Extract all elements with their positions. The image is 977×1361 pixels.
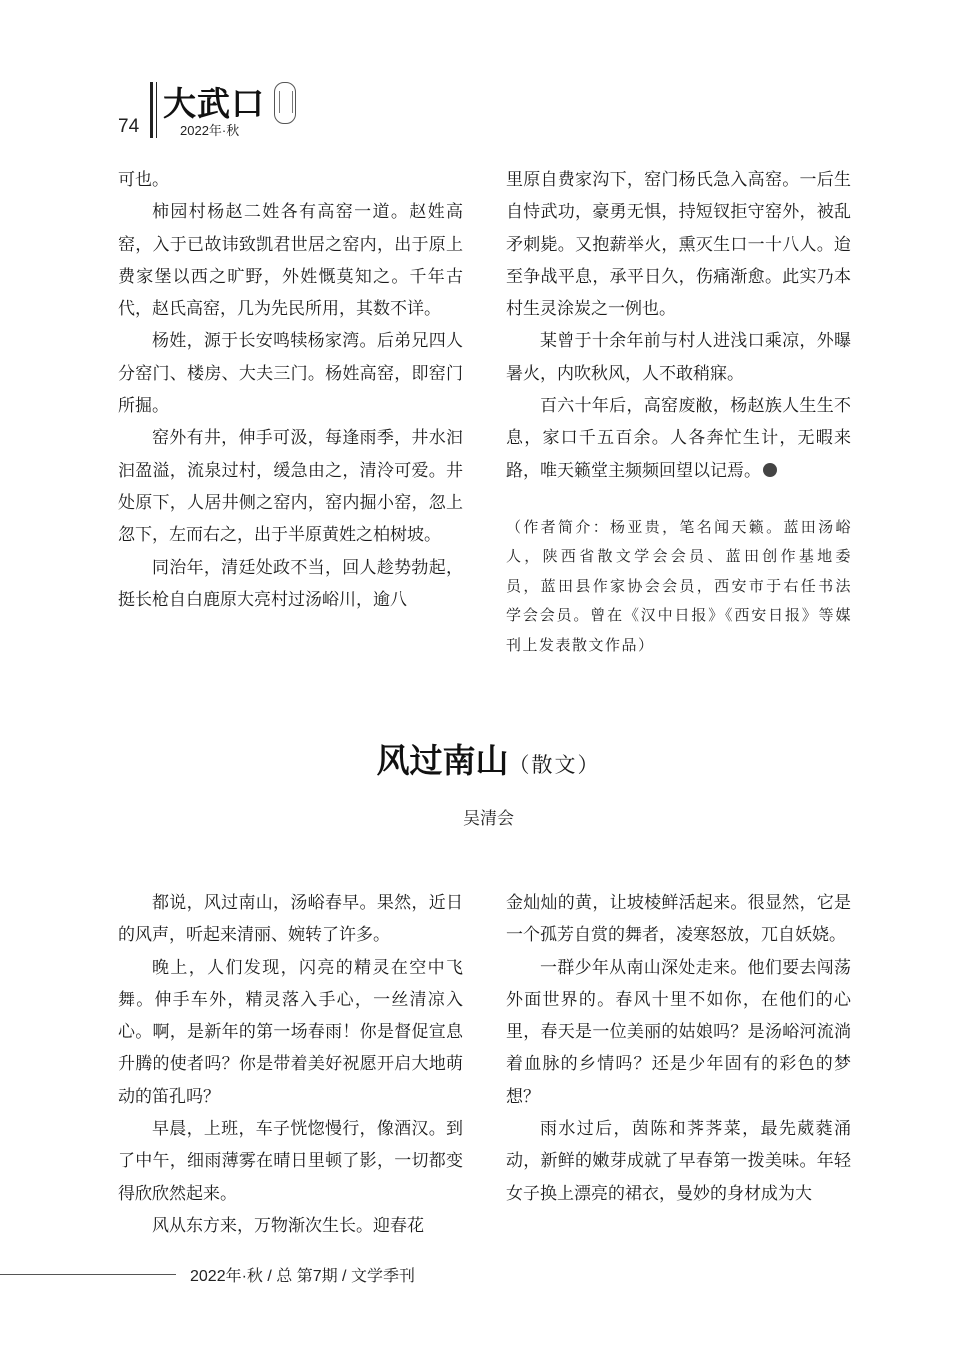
paragraph: 雨水过后，茵陈和荠荠菜，最先葳蕤涌动，新鲜的嫩芽成就了早春第一拨美味。年轻女子换上漂亮的裙衣，曼妙的身材成为大	[506, 1119, 851, 1204]
magazine-issue: 2022年·秋	[180, 123, 240, 138]
author-bio: （作者简介：杨亚贵，笔名闻天籁。蓝田汤峪人，陕西省散文学会会员、蓝田创作基地委员，蓝田县作家协会会员，西安市于右任书法学会会员。曾在《汉中日报》《西安日报》等媒刊上发表散文作品）	[506, 518, 852, 654]
page-number: 74	[118, 116, 140, 137]
paragraph: 可也。	[118, 170, 169, 190]
prev-article-col-left	[118, 164, 463, 616]
header-rule-thin	[156, 82, 157, 138]
article-col-left	[118, 887, 463, 1242]
paragraph: 里原自费家沟下，窑门杨氏急入高窑。一后生自恃武功，豪勇无惧，持短钗拒守窑外，被乱矛刺毙。又抱薪举火，熏灭生口一十八人。迨至争战平息，承平日久，伤痛渐愈。此实乃本村生灵涂炭之一例也。	[506, 170, 851, 320]
article-genre: （散文）	[508, 753, 601, 777]
paragraph: 金灿灿的黄，让坡棱鲜活起来。很显然，它是一个孤芳自赏的舞者，凌寒怒放，兀自妖娆。	[506, 893, 851, 946]
paragraph: 晚上，人们发现，闪亮的精灵在空中飞舞。伸手车外，精灵落入手心，一丝清凉入心。啊，是新年的第一场春雨！你是督促宣息升腾的使者吗？你是带着美好祝愿开启大地萌动的笛孔吗？	[118, 957, 463, 1107]
paragraph: 早晨，上班，车子恍惚慢行，像酒汉。到了中午，细雨薄雾在晴日里顿了影，一切都变得欣欣然起来。	[118, 1119, 463, 1204]
paragraph: 杨姓，源于长安鸣犊杨家湾。后弟兄四人分窑门、楼房、大夫三门。杨姓高窑，即窑门所掘。	[118, 331, 463, 417]
paragraph: 柿园村杨赵二姓各有高窑一道。赵姓高窑，入于已故讳致凯君世居之窑内，出于原上费家堡以西之旷野，外姓慨莫知之。千年古代，赵氏高窑，几为先民所用，其数不详。	[118, 202, 463, 320]
article-title	[0, 735, 977, 782]
paragraph: 风从东方来，万物渐次生长。迎春花	[152, 1215, 424, 1236]
article-author: 吴清会	[463, 809, 514, 829]
seal-icon	[274, 82, 296, 124]
article-col-right	[506, 887, 851, 1210]
footer-rule	[0, 1274, 176, 1275]
article-title-text: 风过南山	[376, 741, 509, 780]
prev-article-col-right	[506, 164, 851, 487]
footer-text: 2022年·秋 / 总 第7期 / 文学季刊	[190, 1268, 415, 1285]
paragraph: 某曾于十余年前与村人进浅口乘凉，外曝暑火，内吹秋风，人不敢稍寐。	[506, 331, 851, 384]
paragraph: 一群少年从南山深处走来。他们要去闯荡外面世界的。春风十里不如你，在他们的心里，春天是一位美丽的姑娘吗？是汤峪河流淌着血脉的乡情吗？还是少年固有的彩色的梦想？	[506, 957, 851, 1107]
paragraph: 同治年，清廷处政不当，回人趁势勃起，挺长枪自白鹿原大亮村过汤峪川，逾八	[118, 557, 463, 610]
paragraph: 百六十年后，高窑废敝，杨赵族人生生不息，家口千五百余。人各奔忙生计，无暇来路，唯天籁堂主频频回望以记焉。	[506, 396, 851, 481]
paragraph: 窑外有井，伸手可汲，每逢雨季，井水汩汩盈溢，流泉过村，缓急由之，清泠可爱。井处原下，人居井侧之窑内，窑内掘小窑，忽上忽下，左而右之，出于半原黄姓之柏树坡。	[118, 428, 463, 546]
end-mark-icon	[763, 463, 777, 477]
header-rule-thick	[150, 82, 153, 138]
magazine-title: 大武口	[163, 84, 265, 123]
paragraph: 都说，风过南山，汤峪春早。果然，近日的风声，听起来清丽、婉转了许多。	[118, 893, 463, 946]
